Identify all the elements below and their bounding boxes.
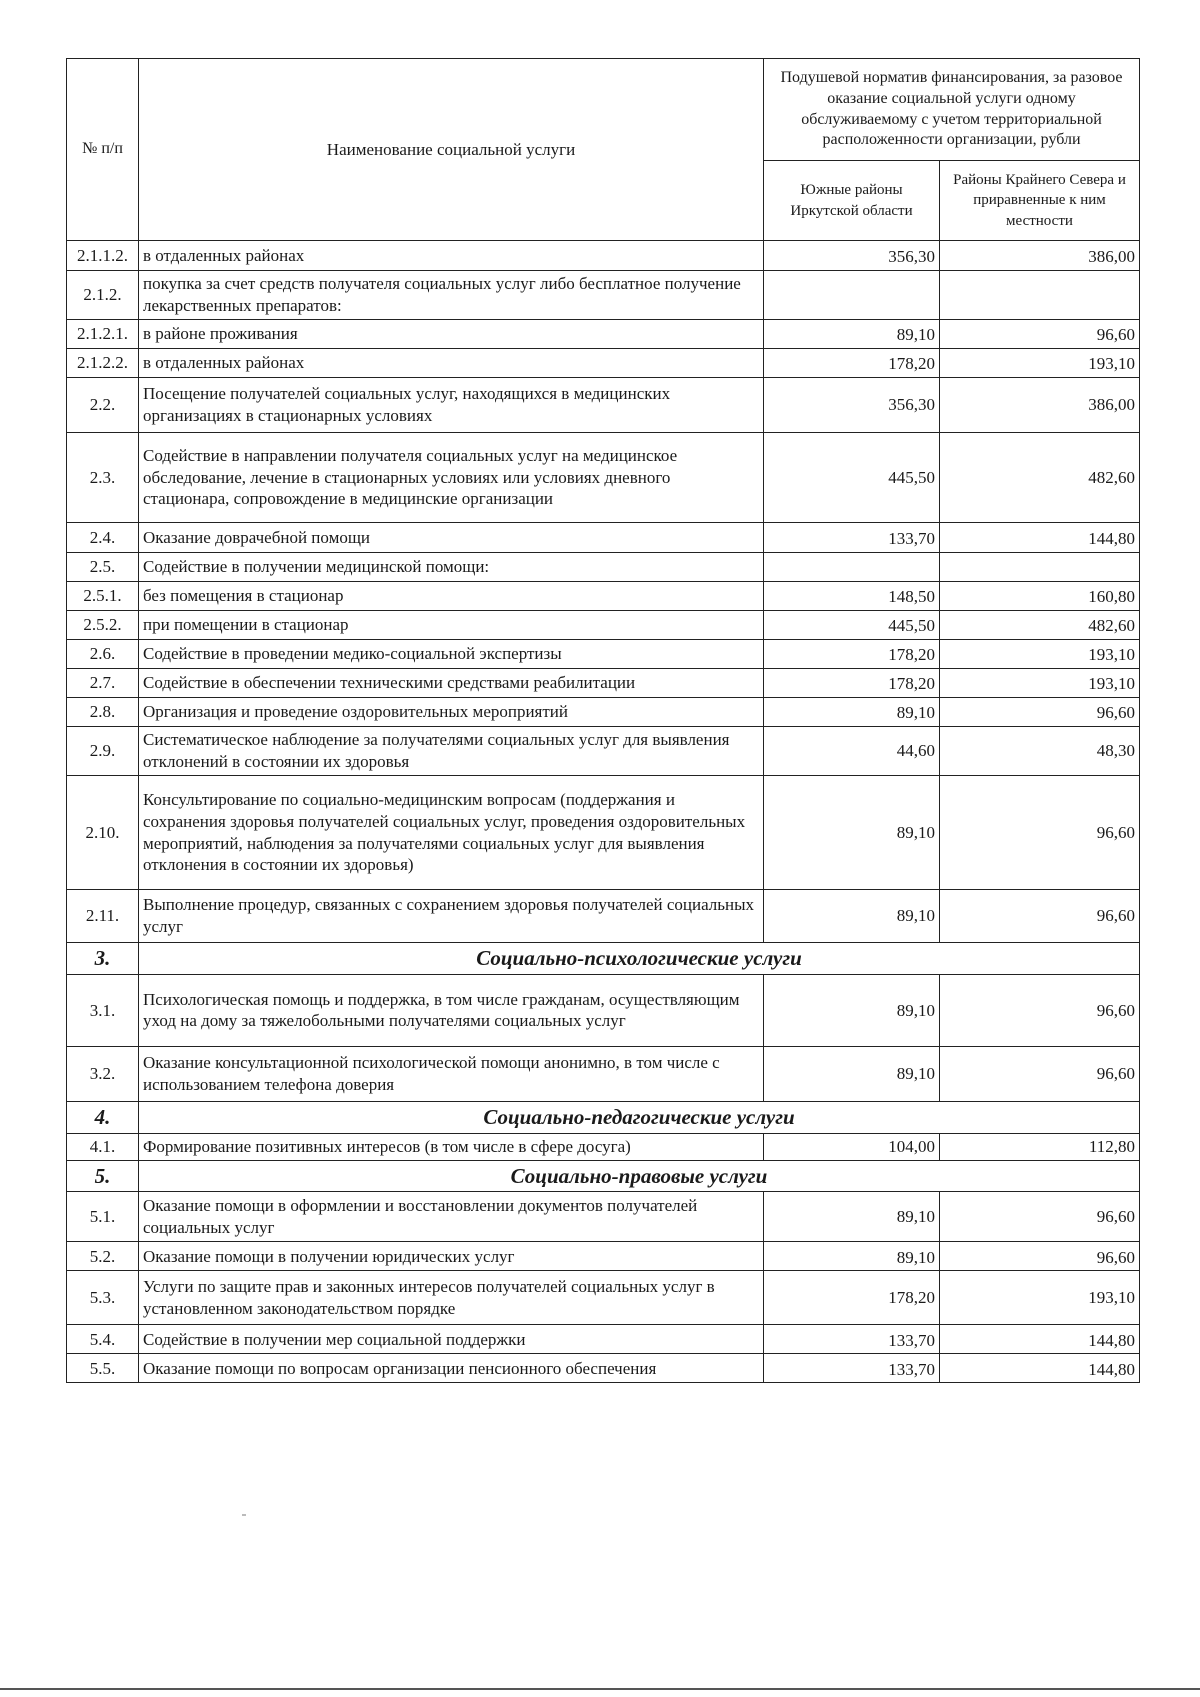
north-value: 144,80: [940, 523, 1140, 553]
south-value: 356,30: [764, 241, 940, 271]
table-row: [67, 433, 1140, 523]
north-value: 160,80: [940, 582, 1140, 611]
south-value: [764, 553, 940, 582]
service-name: Услуги по защите прав и законных интересов получателей социальных услуг в установленном законодательством порядке: [139, 1271, 764, 1325]
row-number: 2.5.1.: [67, 582, 139, 611]
row-number: 2.5.: [67, 553, 139, 582]
row-number: 4.1.: [67, 1133, 139, 1160]
north-value: 112,80: [940, 1133, 1140, 1160]
north-value: 96,60: [940, 974, 1140, 1046]
service-name: Организация и проведение оздоровительных мероприятий: [139, 698, 764, 727]
row-number: 2.1.2.1.: [67, 320, 139, 349]
south-value: 133,70: [764, 523, 940, 553]
table-row: [67, 776, 1140, 890]
service-name: Формирование позитивных интересов (в том числе в сфере досуга): [139, 1133, 764, 1160]
table-row: [67, 611, 1140, 640]
service-name: при помещении в стационар: [139, 611, 764, 640]
header-norm: Подушевой норматив финансирования, за разовое оказание социальной услуги одному обслуживаемому с учетом территориальной расположенности организации, рубли: [764, 59, 1140, 161]
service-name: в отдаленных районах: [139, 241, 764, 271]
south-value: 104,00: [764, 1133, 940, 1160]
south-value: 89,10: [764, 320, 940, 349]
table-row: [67, 727, 1140, 776]
row-number: 2.1.2.2.: [67, 349, 139, 378]
north-value: 386,00: [940, 241, 1140, 271]
row-number: 2.7.: [67, 669, 139, 698]
service-name: Содействие в направлении получателя социальных услуг на медицинское обследование, лечение в стационарных условиях или условиях дневного стационара, сопровождение в медицинские организации: [139, 433, 764, 523]
north-value: 96,60: [940, 320, 1140, 349]
table-row: [67, 1133, 1140, 1160]
south-value: 89,10: [764, 1242, 940, 1271]
service-name: Содействие в получении медицинской помощи:: [139, 553, 764, 582]
north-value: 96,60: [940, 1046, 1140, 1101]
north-value: 144,80: [940, 1325, 1140, 1354]
section-number: 3.: [67, 943, 139, 975]
north-value: 386,00: [940, 378, 1140, 433]
table-row: [67, 1242, 1140, 1271]
row-number: 5.2.: [67, 1242, 139, 1271]
north-value: [940, 553, 1140, 582]
section-title: Социально-правовые услуги: [139, 1160, 1140, 1192]
table-row: [67, 1354, 1140, 1383]
south-value: 178,20: [764, 1271, 940, 1325]
south-value: 89,10: [764, 974, 940, 1046]
south-value: 178,20: [764, 640, 940, 669]
table-row: [67, 349, 1140, 378]
service-name: покупка за счет средств получателя социальных услуг либо бесплатное получение лекарственных препаратов:: [139, 271, 764, 320]
service-name: Оказание помощи по вопросам организации пенсионного обеспечения: [139, 1354, 764, 1383]
service-name: Оказание помощи в оформлении и восстановлении документов получателей социальных услуг: [139, 1192, 764, 1242]
service-name: Оказание консультационной психологической помощи анонимно, в том числе с использованием телефона доверия: [139, 1046, 764, 1101]
table-row: [67, 523, 1140, 553]
service-name: Содействие в проведении медико-социальной экспертизы: [139, 640, 764, 669]
north-value: 482,60: [940, 611, 1140, 640]
service-name: Выполнение процедур, связанных с сохранением здоровья получателей социальных услуг: [139, 890, 764, 943]
south-value: 89,10: [764, 776, 940, 890]
row-number: 2.9.: [67, 727, 139, 776]
scan-speck: [242, 1514, 246, 1516]
south-value: 445,50: [764, 433, 940, 523]
table-row: [67, 320, 1140, 349]
south-value: 178,20: [764, 669, 940, 698]
row-number: 2.1.2.: [67, 271, 139, 320]
south-value: 89,10: [764, 698, 940, 727]
row-number: 2.10.: [67, 776, 139, 890]
south-value: [764, 271, 940, 320]
row-number: 2.2.: [67, 378, 139, 433]
south-value: 89,10: [764, 890, 940, 943]
table-row: [67, 890, 1140, 943]
north-value: 96,60: [940, 1192, 1140, 1242]
section-row: [67, 943, 1140, 975]
table-row: [67, 1325, 1140, 1354]
page-edge-line: [0, 1688, 1200, 1690]
north-value: 96,60: [940, 698, 1140, 727]
section-row: [67, 1101, 1140, 1133]
table-row: [67, 698, 1140, 727]
table-row: [67, 271, 1140, 320]
south-value: 148,50: [764, 582, 940, 611]
row-number: 2.4.: [67, 523, 139, 553]
service-name: Систематическое наблюдение за получателями социальных услуг для выявления отклонений в состоянии их здоровья: [139, 727, 764, 776]
row-number: 5.4.: [67, 1325, 139, 1354]
south-value: 445,50: [764, 611, 940, 640]
north-value: 96,60: [940, 1242, 1140, 1271]
table-row: [67, 974, 1140, 1046]
row-number: 2.5.2.: [67, 611, 139, 640]
row-number: 2.3.: [67, 433, 139, 523]
north-value: 96,60: [940, 890, 1140, 943]
north-value: [940, 271, 1140, 320]
section-number: 4.: [67, 1101, 139, 1133]
north-value: 193,10: [940, 640, 1140, 669]
header-south: Южные районы Иркутской области: [764, 161, 940, 241]
row-number: 2.8.: [67, 698, 139, 727]
row-number: 2.11.: [67, 890, 139, 943]
table-row: [67, 1271, 1140, 1325]
north-value: 144,80: [940, 1354, 1140, 1383]
service-name: Оказание доврачебной помощи: [139, 523, 764, 553]
header-num: № п/п: [67, 59, 139, 241]
table-row: [67, 640, 1140, 669]
header-north: Районы Крайнего Севера и приравненные к ним местности: [940, 161, 1140, 241]
south-value: 44,60: [764, 727, 940, 776]
table-row: [67, 378, 1140, 433]
section-number: 5.: [67, 1160, 139, 1192]
services-table: [66, 58, 1140, 1383]
row-number: 5.3.: [67, 1271, 139, 1325]
table-row: [67, 1046, 1140, 1101]
table-row: [67, 553, 1140, 582]
header-name: Наименование социальной услуги: [139, 59, 764, 241]
north-value: 482,60: [940, 433, 1140, 523]
north-value: 96,60: [940, 776, 1140, 890]
south-value: 178,20: [764, 349, 940, 378]
table-row: [67, 669, 1140, 698]
row-number: 5.5.: [67, 1354, 139, 1383]
table-row: [67, 241, 1140, 271]
south-value: 356,30: [764, 378, 940, 433]
row-number: 5.1.: [67, 1192, 139, 1242]
north-value: 193,10: [940, 669, 1140, 698]
south-value: 133,70: [764, 1354, 940, 1383]
south-value: 133,70: [764, 1325, 940, 1354]
service-name: Психологическая помощь и поддержка, в том числе гражданам, осуществляющим уход на дому за тяжелобольными получателями социальных услуг: [139, 974, 764, 1046]
service-name: Оказание помощи в получении юридических услуг: [139, 1242, 764, 1271]
table-row: [67, 582, 1140, 611]
section-title: Социально-психологические услуги: [139, 943, 1140, 975]
service-name: Содействие в обеспечении техническими средствами реабилитации: [139, 669, 764, 698]
service-name: Содействие в получении мер социальной поддержки: [139, 1325, 764, 1354]
service-name: Посещение получателей социальных услуг, находящихся в медицинских организациях в стационарных условиях: [139, 378, 764, 433]
row-number: 2.1.1.2.: [67, 241, 139, 271]
row-number: 3.1.: [67, 974, 139, 1046]
row-number: 2.6.: [67, 640, 139, 669]
north-value: 193,10: [940, 349, 1140, 378]
table-row: [67, 1192, 1140, 1242]
service-name: в отдаленных районах: [139, 349, 764, 378]
south-value: 89,10: [764, 1046, 940, 1101]
north-value: 48,30: [940, 727, 1140, 776]
south-value: 89,10: [764, 1192, 940, 1242]
service-name: без помещения в стационар: [139, 582, 764, 611]
row-number: 3.2.: [67, 1046, 139, 1101]
north-value: 193,10: [940, 1271, 1140, 1325]
section-title: Социально-педагогические услуги: [139, 1101, 1140, 1133]
section-row: [67, 1160, 1140, 1192]
service-name: в районе проживания: [139, 320, 764, 349]
service-name: Консультирование по социально-медицинским вопросам (поддержания и сохранения здоровья получателей социальных услуг, проведения оздоровительных мероприятий, наблюдения за получателями социальных услуг для выявления отклонения в состоянии их здоровья): [139, 776, 764, 890]
